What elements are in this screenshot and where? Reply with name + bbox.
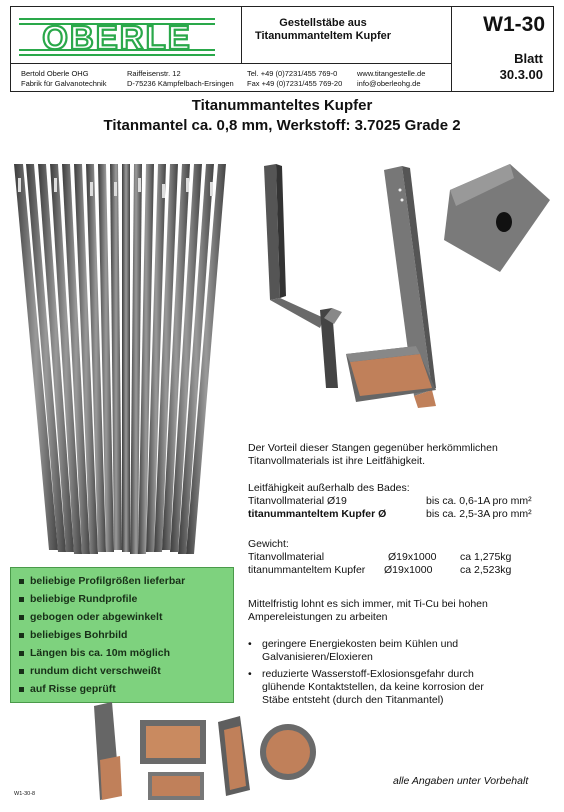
midterm-line1: Mittelfristig lohnt es sich immer, mit Ti-Cu bei hohen [248, 598, 488, 610]
feature-label: auf Risse geprüft [30, 683, 116, 695]
fax: Fax +49 (0)7231/455 769-20 [247, 79, 343, 88]
square-bullet-icon [19, 579, 24, 584]
feature-item [19, 647, 170, 659]
website-link[interactable]: www.titangestelle.de [357, 69, 426, 78]
copper-pieces-photo [90, 700, 330, 804]
phone-fax [247, 69, 342, 89]
conductivity-value: bis ca. 0,6-1A pro mm² [426, 495, 532, 507]
street-address [127, 69, 234, 89]
document-code: W1-30 [483, 13, 545, 36]
feature-label: rundum dicht verschweißt [30, 665, 161, 677]
conductivity-heading: Leitfähigkeit außerhalb des Bades: [248, 482, 410, 494]
square-bullet-icon [19, 597, 24, 602]
weight-label: titanummanteltem Kupfer [248, 564, 366, 576]
sheet-label: Blatt [514, 51, 543, 66]
benefit-line: glühende Kontaktstellen, da keine korrosion der [262, 681, 484, 693]
features-box [10, 567, 234, 703]
city: D-75236 Kämpfelbach-Ersingen [127, 79, 234, 88]
sheet-number: 30.3.00 [499, 67, 543, 82]
header-divider [241, 7, 242, 63]
feature-label: beliebige Rundprofile [30, 593, 138, 605]
midterm-line2: Ampereleistungen zu arbeiten [248, 611, 388, 623]
web-email [357, 69, 425, 89]
intro-line2: Titanvollmaterials ist ihre Leitfähigkeit. [248, 455, 426, 467]
rods-bundle-photo [10, 160, 240, 560]
conductivity-label: Titanvollmaterial Ø19 [248, 495, 347, 507]
header-title-line2: Titanummanteltem Kupfer [254, 30, 392, 42]
logo-text: OBERLE [42, 19, 192, 56]
benefit-line: Stäbe entsteht (durch den Titanmantel) [262, 694, 444, 706]
midterm-text [248, 598, 488, 624]
oberle-logo [17, 13, 217, 61]
feature-item [19, 629, 127, 641]
weight-heading: Gewicht: [248, 538, 289, 550]
feature-item [19, 683, 116, 695]
feature-item [19, 575, 185, 587]
weight-value: ca 1,275kg [460, 551, 512, 563]
copper-section-photo [336, 340, 441, 410]
company-name: Bertold Oberle OHG [21, 69, 89, 78]
benefit-line: geringere Energiekosten beim Kühlen und [262, 638, 459, 650]
bullet-icon: • [248, 668, 252, 680]
square-bullet-icon [19, 651, 24, 656]
page-subtitle: Titanmantel ca. 0,8 mm, Werkstoff: 3.7025 Grade 2 [103, 117, 461, 134]
phone: Tel. +49 (0)7231/455 769-0 [247, 69, 338, 78]
feature-label: beliebige Profilgrößen lieferbar [30, 575, 186, 587]
header-title [243, 17, 403, 43]
feature-label: gebogen oder abgewinkelt [30, 611, 163, 623]
benefit-line: Galvanisieren/Eloxieren [262, 651, 373, 663]
weight-size: Ø19x1000 [388, 551, 437, 563]
feature-item [19, 593, 137, 605]
weight-label: Titanvollmaterial [248, 551, 325, 563]
feature-item [19, 665, 161, 677]
footer-code: W1-30-8 [14, 791, 36, 797]
feature-label: beliebiges Bohrbild [30, 629, 128, 641]
page-title: Titanummanteltes Kupfer [191, 97, 373, 114]
header-title-line1: Gestellstäbe aus [279, 17, 367, 29]
sheet-info [500, 51, 543, 83]
header-divider [11, 63, 451, 64]
square-bullet-icon [19, 615, 24, 620]
intro-line1: Der Vorteil dieser Stangen gegenüber herkömmlichen [248, 442, 498, 454]
square-bullet-icon [19, 633, 24, 638]
square-bullet-icon [19, 669, 24, 674]
company-subtitle: Fabrik für Galvanotechnik [21, 79, 107, 88]
logo-graphic [17, 13, 217, 61]
block-with-hole-photo [440, 160, 555, 280]
feature-label: Längen bis ca. 10m möglich [30, 647, 171, 659]
company-address [21, 69, 106, 89]
benefit-line: reduzierte Wasserstoff-Exlosionsgefahr durch [262, 668, 474, 680]
conductivity-value: bis ca. 2,5-3A pro mm² [426, 508, 532, 520]
header-box [10, 6, 554, 92]
feature-item [19, 611, 162, 623]
bullet-icon: • [248, 638, 252, 650]
header-divider [451, 7, 452, 91]
street: Raiffeisenstr. 12 [127, 69, 181, 78]
weight-size: Ø19x1000 [384, 564, 433, 576]
email-link[interactable]: info@oberleohg.de [357, 79, 421, 88]
disclaimer: alle Angaben unter Vorbehalt [393, 775, 529, 787]
conductivity-label: titanummanteltem Kupfer Ø [248, 508, 387, 520]
square-bullet-icon [19, 687, 24, 692]
intro-text [248, 442, 498, 468]
weight-value: ca 2,523kg [460, 564, 512, 576]
